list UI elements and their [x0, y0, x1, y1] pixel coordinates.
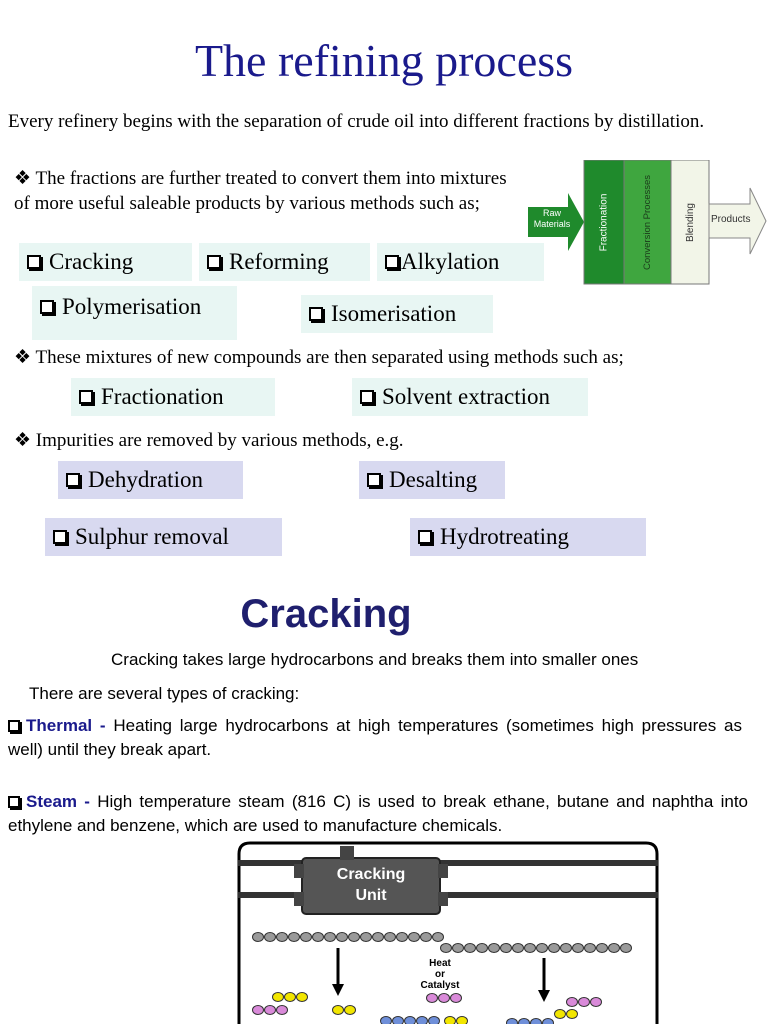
thermal-paragraph: [8, 714, 742, 762]
molecule-atom: [477, 944, 488, 953]
molecule-atom: [537, 944, 548, 953]
checkbox-icon: [8, 796, 20, 808]
method-fractionation: [71, 378, 275, 416]
raw-materials-label: Raw Materials: [533, 208, 571, 229]
molecule-atom: [439, 994, 450, 1003]
molecule-atom: [253, 933, 264, 942]
molecule-atom: [609, 944, 620, 953]
molecule-atom: [525, 944, 536, 953]
molecule-atom: [421, 933, 432, 942]
molecule-atom: [567, 998, 578, 1007]
method-label: Desalting: [389, 467, 478, 492]
molecule-atom: [543, 1019, 554, 1025]
molecule-atom: [333, 1006, 344, 1015]
molecule-atom: [513, 944, 524, 953]
molecule-atom: [465, 944, 476, 953]
flange-right: [438, 864, 448, 878]
molecule-atom: [441, 944, 452, 953]
unit-label: [306, 864, 436, 906]
checkbox-icon: [309, 307, 323, 321]
molecule-atom: [273, 993, 284, 1002]
cracking-description: Cracking takes large hydrocarbons and breaks them into smaller ones: [111, 650, 639, 669]
molecule-atom: [277, 933, 288, 942]
molecule-atom: [457, 1017, 468, 1025]
bullet-fractions-text: The fractions are further treated to convert them into mixtures of more useful saleable products by various methods such as;: [14, 168, 507, 214]
molecule-atom: [597, 944, 608, 953]
bullet-impurities: [14, 428, 754, 453]
checkbox-icon: [66, 473, 80, 487]
molecule-atom: [337, 933, 348, 942]
checkbox-icon: [40, 300, 54, 314]
cracking-unit-illustration: [236, 840, 660, 1024]
method-label: Cracking: [49, 249, 134, 274]
molecule-atom: [409, 933, 420, 942]
molecule-atom: [285, 993, 296, 1002]
flange-left: [294, 864, 304, 878]
molecule-atom: [555, 1010, 566, 1019]
checkbox-icon: [79, 390, 93, 404]
steam-paragraph: [8, 790, 748, 838]
molecule-atom: [429, 1017, 440, 1025]
method-reforming: [199, 243, 370, 281]
diamond-bullet-icon: ❖: [14, 168, 32, 189]
molecule-atom: [445, 1017, 456, 1025]
diamond-bullet-icon: ❖: [14, 430, 32, 451]
method-alkylation: [377, 243, 544, 281]
method-cracking: [19, 243, 192, 281]
molecule-atom: [621, 944, 632, 953]
steam-text: High temperature steam (816 C) is used to break ethane, butane and naphtha into ethylene and benzene, which are used to manufacture chemicals.: [8, 792, 748, 835]
valve-top: [340, 846, 354, 860]
fractionation-label: Fractionation: [598, 193, 610, 251]
molecule-atom: [417, 1017, 428, 1025]
molecule-atom: [427, 994, 438, 1003]
steam-label: Steam -: [26, 792, 90, 811]
bullet-fractions: [14, 166, 524, 216]
blending-label-wrap: [671, 160, 709, 284]
catalyst-label: Catalyst: [420, 980, 460, 991]
checkbox-icon: [207, 255, 221, 269]
method-label: Dehydration: [88, 467, 203, 492]
molecule-atom: [289, 933, 300, 942]
method-label: Fractionation: [101, 384, 224, 409]
flange-left-2: [294, 892, 304, 906]
method-desalting: [359, 461, 505, 499]
method-dehydration: [58, 461, 243, 499]
method-label: Reforming: [229, 249, 329, 274]
molecule-atom: [349, 933, 360, 942]
molecule-atom: [531, 1019, 542, 1025]
molecule-atom: [265, 1006, 276, 1015]
molecule-atom: [451, 994, 462, 1003]
molecule-atom: [561, 944, 572, 953]
products-label: Products: [711, 214, 751, 225]
method-polymerisation: [32, 286, 237, 340]
checkbox-icon: [418, 530, 432, 544]
molecule-atom: [345, 1006, 356, 1015]
intro-text: Every refinery begins with the separation of crude oil into different fractions by distillation.: [8, 111, 705, 132]
conversion-label-wrap: [624, 160, 671, 284]
down-arrow-right-head: [538, 990, 550, 1002]
molecule-atom: [253, 1006, 264, 1015]
molecule-atom: [397, 933, 408, 942]
molecule-atom: [277, 1006, 288, 1015]
method-label: Polymerisation: [62, 294, 202, 319]
method-isomerisation: [301, 295, 493, 333]
fractionation-label-wrap: [584, 160, 624, 284]
conversion-label: Conversion Processes: [642, 174, 654, 270]
checkbox-icon: [8, 720, 20, 732]
method-label: Solvent extraction: [382, 384, 550, 409]
flange-right-2: [438, 892, 448, 906]
molecule-atom: [433, 933, 444, 942]
down-arrow-left-head: [332, 984, 344, 996]
refinery-flow-diagram: [524, 160, 768, 288]
molecule-atom: [507, 1019, 518, 1025]
molecule-atom: [325, 933, 336, 942]
or-label: or: [435, 969, 445, 980]
molecule-atom: [393, 1017, 404, 1025]
molecule-atom: [381, 1017, 392, 1025]
method-hydrotreating: [410, 518, 646, 556]
molecule-atom: [567, 1010, 578, 1019]
checkbox-icon: [27, 255, 41, 269]
molecule-atom: [591, 998, 602, 1007]
unit-label-line1: Cracking: [336, 866, 406, 883]
heat-label: Heat: [429, 958, 451, 969]
checkbox-icon: [367, 473, 381, 487]
molecule-atom: [585, 944, 596, 953]
bullet-separation-text: These mixtures of new compounds are then separated using methods such as;: [35, 347, 624, 368]
heat-catalyst-label: [400, 958, 480, 991]
thermal-text: Heating large hydrocarbons at high temperatures (sometimes high pressures as well) until they break apart.: [8, 716, 742, 759]
page-title: The refining process: [194, 35, 574, 86]
molecule-atom: [453, 944, 464, 953]
molecule-atom: [579, 998, 590, 1007]
molecule-atom: [361, 933, 372, 942]
molecule-atom: [385, 933, 396, 942]
bullet-impurities-text: Impurities are removed by various methods, e.g.: [35, 430, 404, 451]
blending-label: Blending: [684, 202, 696, 242]
method-solvent-extraction: [352, 378, 588, 416]
molecule-atom: [265, 933, 276, 942]
thermal-label: Thermal -: [26, 716, 106, 735]
checkbox-icon: [360, 390, 374, 404]
cracking-types-intro: There are several types of cracking:: [29, 684, 300, 703]
checkbox-icon: [53, 530, 67, 544]
method-sulphur-removal: [45, 518, 282, 556]
bullet-separation: [14, 345, 754, 370]
checkbox-icon: [385, 255, 399, 269]
molecule-atom: [301, 933, 312, 942]
diamond-bullet-icon: ❖: [14, 347, 32, 368]
method-label: Alkylation: [401, 249, 500, 274]
unit-label-line2: Unit: [355, 887, 387, 904]
molecule-atom: [297, 993, 308, 1002]
molecule-atom: [373, 933, 384, 942]
molecule-atom: [573, 944, 584, 953]
method-label: Hydrotreating: [440, 524, 570, 549]
molecule-atom: [313, 933, 324, 942]
method-label: Sulphur removal: [75, 524, 229, 549]
method-label: Isomerisation: [331, 301, 457, 326]
molecule-atom: [489, 944, 500, 953]
molecule-atom: [549, 944, 560, 953]
molecule-atom: [405, 1017, 416, 1025]
cracking-heading: Cracking: [240, 592, 412, 636]
molecule-atom: [501, 944, 512, 953]
molecule-atom: [519, 1019, 530, 1025]
